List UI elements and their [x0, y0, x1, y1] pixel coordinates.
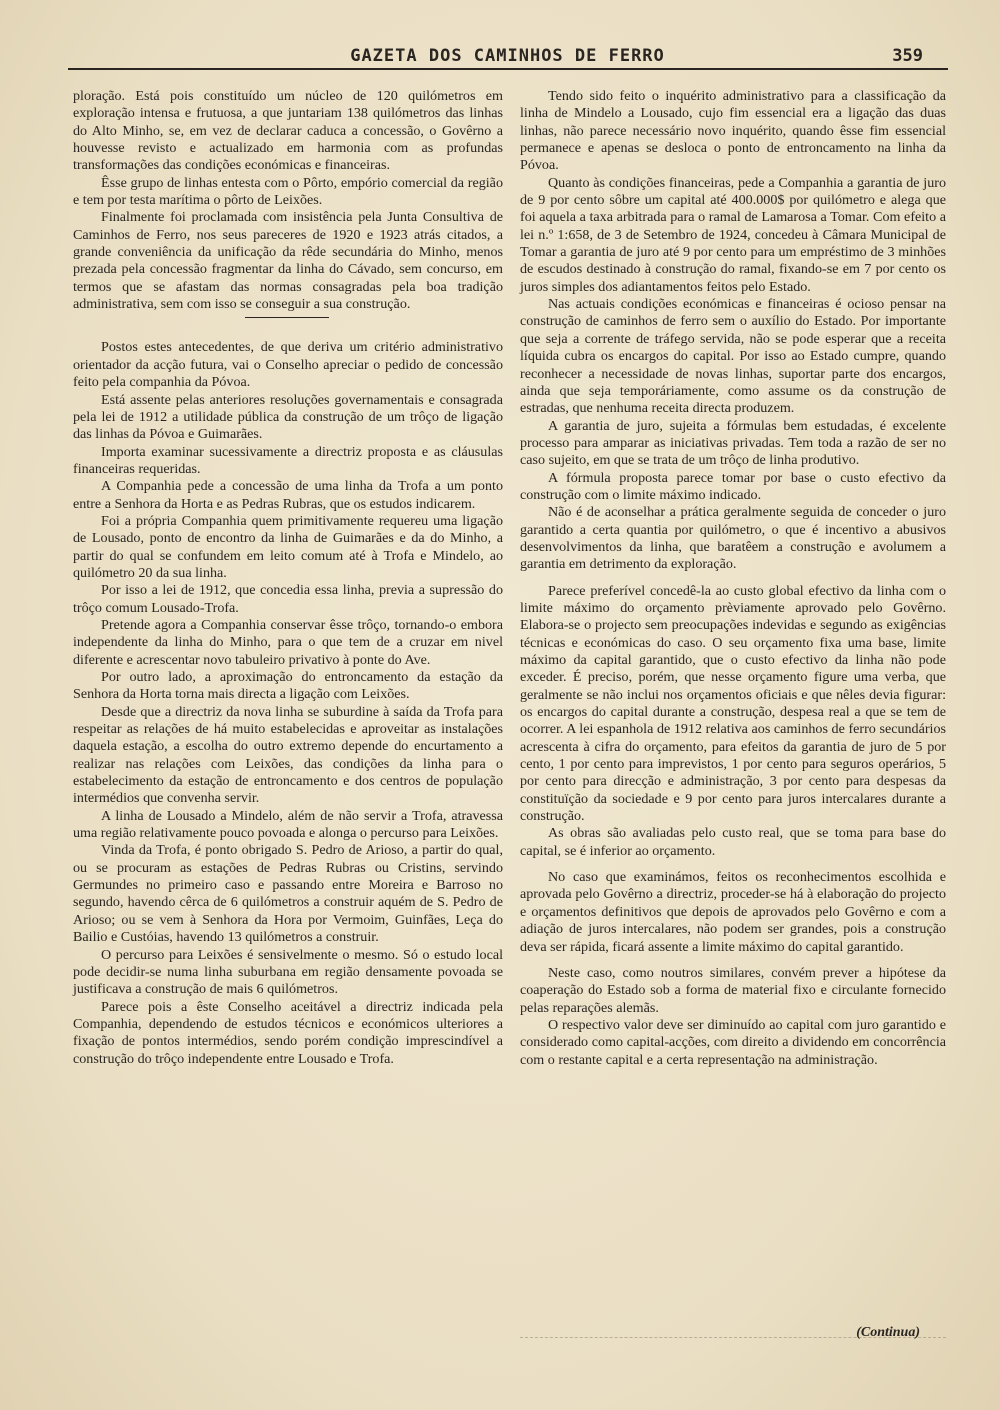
header-rule — [68, 68, 948, 70]
paragraph: Êsse grupo de linhas entesta com o Pôrto, empório comercial da região e tem por testa marítima o pôrto de Leixões. — [73, 174, 503, 209]
paragraph: Vinda da Trofa, é ponto obrigado S. Pedro de Arioso, a partir do qual, ou se procuram as estações de Pedras Rubras ou Cristins, servindo Germundes no primeiro caso e passando entre Moreira e Barroso no segundo, havendo cêrca de 6 quilómetros a construir aquém de S. Pedro de Arioso; ou se vem à Senhora da Hora por Vermoim, Guinfães, Leça do Bailio e Custóias, havendo 13 quilómetros a construir. — [73, 842, 503, 946]
paragraph: Postos estes antecedentes, de que deriva um critério administrativo orientador da acção futura, vai o Conselho apreciar o pedido de concessão feito pela companhia da Póvoa. — [73, 339, 503, 391]
paragraph: Por isso a lei de 1912, que concedia essa linha, previa a supressão do trôço comum Lousado-Trofa. — [73, 582, 503, 616]
paragraph: Neste caso, como noutros similares, convém prever a hipótese da coaperação do Estado sob a forma de material fixo e circulante fornecido pelas reparações alemãs. — [520, 964, 946, 1016]
paragraph: Foi a própria Companhia quem primitivamente requereu uma ligação de Lousado, ponto de encontro da linha de Guimarães e da do Minho, a partir do qual se confundem em leito comum até à Trofa e Mindelo, ao quilómetro 20 da sua linha. — [73, 512, 503, 581]
paragraph: Desde que a directriz da nova linha se suburdine à saída da Trofa para respeitar as relações de há muito estabelecidas e aproveitar as instalações daquela estação, a escolha do outro extremo depende do encurtamento a realizar nas relações com Leixões, das condições da linha para o estabelecimento da estação de entroncamento e dos centros de população intermédios que convenha servir. — [73, 703, 503, 807]
paragraph: O percurso para Leixões é sensivelmente o mesmo. Só o estudo local pode decidir-se numa linha suburbana em região densamente povoada se justificava a construção de mais 6 quilómetros. — [73, 946, 503, 998]
paragraph: A linha de Lousado a Mindelo, além de não servir a Trofa, atravessa uma região relativamente pouco povoada e alonga o percurso para Leixões. — [73, 807, 503, 842]
paragraph: Finalmente foi proclamada com insistência pela Junta Consultiva de Caminhos de Ferro, nos seus pareceres de 1920 e 1923 atrás citados, a grande conveniência da unificação da rêde secundária do Minho, menos prezada pela concessão fragmentar da linha do Cávado, sem concurso, em termos que se afastam das normas consagradas pela boa tradição administrativa, sem com isso se conseguir a sua construção. — [73, 209, 503, 313]
paragraph: Importa examinar sucessivamente a directriz proposta e as cláusulas financeiras requeridas. — [73, 443, 503, 477]
paragraph: Está assente pelas anteriores resoluções governamentais e consagrada pela lei de 1912 a utilidade pública da construção de um trôço de ligação das linhas da Póvoa e Guimarães. — [73, 391, 503, 443]
paragraph: Parece pois a êste Conselho aceitável a directriz indicada pela Companhia, dependendo de estudos técnicos e económicos ulteriores a fixação de pontos intermédios, sendo porém condição imprescindível a construção do trôço independente entre Lousado e Trofa. — [73, 998, 503, 1067]
right-column — [520, 88, 946, 1069]
paragraph: Nas actuais condições económicas e financeiras é ocioso pensar na construção de caminhos de ferro sem o auxílio do Estado. Por importante que seja a corrente de tráfego servida, não se pode esperar que a receita líquida cubra os encargos do capital. Por isso ao Estado cumpre, quando reconhecer a necessidade de novas linhas, suportar parte dos encargos, ainda que seja temporáriamente, como assume os da construção de estradas, que nenhuma receita directa produzem. — [520, 296, 946, 417]
paragraph: A fórmula proposta parece tomar por base o custo efectivo da construção com o limite máximo indicado. — [520, 469, 946, 503]
paragraph: ploração. Está pois constituído um núcleo de 120 quilómetros em exploração intensa e frutuosa, a que juntariam 138 quilómetros das linhas do Alto Minho, se, em vez de declarar caduca a concessão, o Govêrno a houvesse revisto e actualizado em harmonia com as profundas transformações das condições económicas e financeiras. — [73, 88, 503, 174]
publication-title: GAZETA DOS CAMINHOS DE FERRO — [350, 46, 665, 66]
continued-marker: (Continua) — [856, 1325, 920, 1340]
page-header — [70, 46, 945, 70]
paragraph: Pretende agora a Companhia conservar êsse trôço, tornando-o embora independente da linha do Minho, para o que tem de a cruzar em nivel diferente e acrescentar novo tabuleiro privativo à ponte do Ave. — [73, 616, 503, 668]
paragraph: As obras são avaliadas pelo custo real, que se toma para base do capital, se é inferior ao orçamento. — [520, 825, 946, 859]
paragraph: O respectivo valor deve ser diminuído ao capital com juro garantido e considerado como capital-acções, com direito a dividendo em concorrência com o restante capital e a certa representação na administração. — [520, 1016, 946, 1068]
paragraph: Tendo sido feito o inquérito administrativo para a classificação da linha de Mindelo a Lousado, cujo fim essencial era a ligação das duas linhas, não parece necessário novo inquérito, quando êsse fim essencial permanece e apenas se desloca o ponto de entroncamento na linha da Póvoa. — [520, 88, 946, 174]
paragraph: A Companhia pede a concessão de uma linha da Trofa a um ponto entre a Senhora da Horta e as Pedras Rubras, que os estudos indicarem. — [73, 478, 503, 512]
paragraph: Parece preferível concedê-la ao custo global efectivo da linha com o limite máximo do orçamento prèviamente aprovado pelo Govêrno. Elabora-se o projecto sem preocupações indevidas e segundo as exigências técnicas e económicas do caso. O seu orçamento fixa uma base, limite máximo da capital garantido, que o custo efectivo da linha não pode exceder. É preciso, porém, que nesse orçamento figure uma verba, que geralmente se não inclui nos orçamentos oficiais e que nêles devia figurar: os encargos do capital durante a construção, despesa real a que se tem de ocorrer. A lei espanhola de 1912 relativa aos caminhos de ferro secundários acrescenta à cifra do orçamento, para efeitos da garantia de juro de 5 por cento, 1 por cento para imprevistos, 1 por cento para seguros operários, 5 por cento para direcção e administração, 3 por cento para despesas da constituïção da sociedade e 9 por cento para juros intercalares durante a construção. — [520, 582, 946, 825]
left-column — [73, 88, 503, 1068]
paragraph: A garantia de juro, sujeita a fórmulas bem estudadas, é excelente processo para amparar as iniciativas privadas. Tem toda a razão de ser no caso sujeito, em que se trata de um trôço de linha produtivo. — [520, 417, 946, 469]
page-number: 359 — [892, 46, 923, 66]
paragraph: Não é de aconselhar a prática geralmente seguida de conceder o juro garantido a certa quantia por quilómetro, o que é incentivo a abusivos desenvolvimentos da linha, que baratêem a construção e avolumem a garantia em detrimento da exploração. — [520, 504, 946, 573]
paragraph: Quanto às condições financeiras, pede a Companhia a garantia de juro de 9 por cento sôbre um capital até 400.000$ por quilómetro e alega que foi aquela a taxa arbitrada para o ramal de Lamarosa a Tomar. Com efeito a lei n.º 1:658, de 3 de Setembro de 1924, concedeu à Câmara Municipal de Tomar a garantia de juro até 9 por cento para um empréstimo de 3 minhões de escudos destinado à construção do ramal, fixando-se em 7 por cento os juros simples dos adiantamentos feitos pelo Estado. — [520, 174, 946, 295]
paragraph: No caso que examinámos, feitos os reconhecimentos escolhida e aprovada pelo Govêrno a directriz, proceder-se há à elaboração do projecto e orçamentos definitivos que depois de aprovados pelo Govêrno e com a adiação de juros intercalares, não podem ser grandes, pois a construção deva ser rápida, ficará assente a limite máximo do capital garantido. — [520, 869, 946, 955]
paragraph: Por outro lado, a aproximação do entroncamento da estação da Senhora da Horta torna mais directa a ligação com Leixões. — [73, 669, 503, 703]
